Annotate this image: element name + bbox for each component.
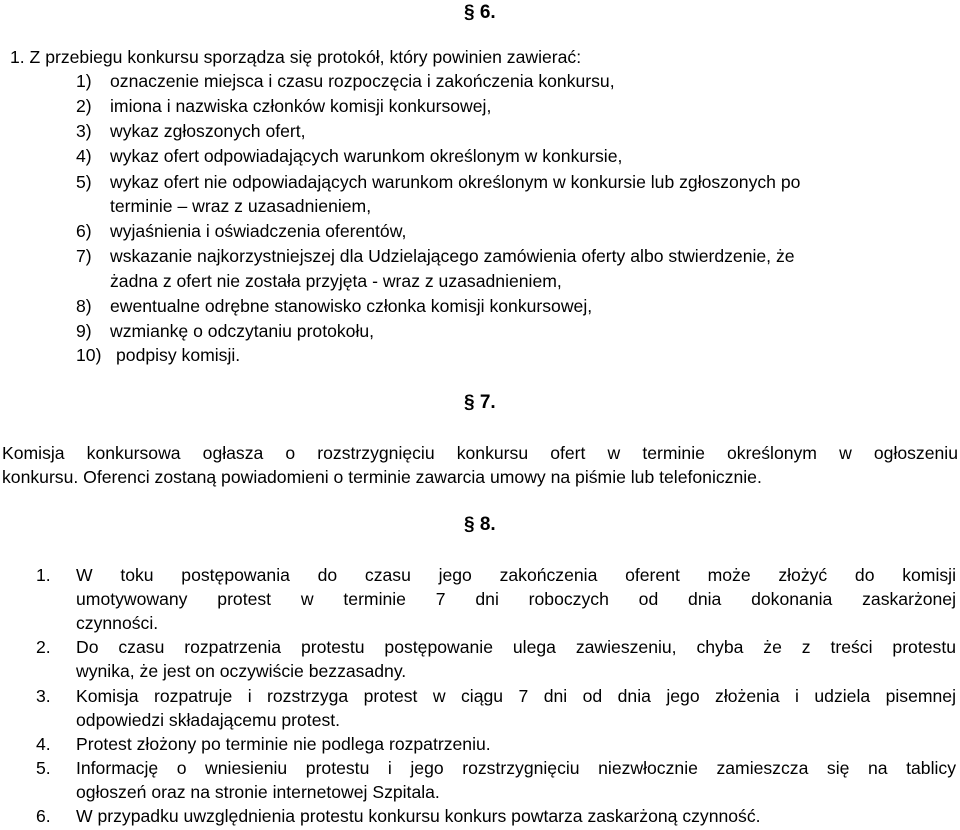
list-item-number: 7) xyxy=(76,246,92,266)
list-item-number: 5. xyxy=(36,758,51,778)
list-item-number: 10) xyxy=(76,345,102,365)
list-item-number: 2) xyxy=(76,96,92,116)
list-item-text: wykaz zgłoszonych ofert, xyxy=(110,121,306,141)
list-item-text: Informację o wniesieniu protestu i jego rozstrzygnięciu niezwłocznie zamieszcza się na tablicy xyxy=(76,758,956,778)
list-item-text: podpisy komisji. xyxy=(116,345,241,365)
list-item-number: 1) xyxy=(76,71,92,91)
list-item-number: 2. xyxy=(36,637,51,657)
list-item-text: W toku postępowania do czasu jego zakończenia oferent może złożyć do komisji xyxy=(76,565,956,585)
paragraph-line: Komisja konkursowa ogłasza o rozstrzygnięciu konkursu ofert w terminie określonym w ogłoszeniu xyxy=(2,443,958,463)
list-item-continuation: ogłoszeń oraz na stronie internetowej Szpitala. xyxy=(76,782,440,802)
list-item-text: Protest złożony po terminie nie podlega rozpatrzeniu. xyxy=(76,734,491,754)
list-item-text: ewentualne odrębne stanowisko członka komisji konkursowej, xyxy=(110,296,593,316)
list-item-text: Do czasu rozpatrzenia protestu postępowanie ulega zawieszeniu, chyba że z treści protestu xyxy=(76,637,956,657)
list-item-text: W przypadku uwzględnienia protestu konkursu konkurs powtarza zaskarżoną czynność. xyxy=(76,806,761,826)
list-item-number: 6. xyxy=(36,806,51,826)
list-item-text: imiona i nazwiska członków komisji konkursowej, xyxy=(110,96,492,116)
section-6-title: § 6. xyxy=(464,2,496,23)
section-7-title: § 7. xyxy=(464,392,496,413)
list-item-number: 3. xyxy=(36,686,51,706)
list-item-text: oznaczenie miejsca i czasu rozpoczęcia i zakończenia konkursu, xyxy=(110,71,615,91)
list-item-number: 6) xyxy=(76,221,92,241)
list-item-text: wykaz ofert odpowiadających warunkom określonym w konkursie, xyxy=(110,146,623,166)
section-6-intro: 1. Z przebiegu konkursu sporządza się protokół, który powinien zawierać: xyxy=(10,47,582,67)
section-8-title: § 8. xyxy=(464,514,496,535)
list-item-text: wzmiankę o odczytaniu protokołu, xyxy=(110,321,375,341)
list-item-text: Komisja rozpatruje i rozstrzyga protest w ciągu 7 dni od dnia jego złożenia i udziela pisemnej xyxy=(76,686,956,706)
list-item-text: wyjaśnienia i oświadczenia oferentów, xyxy=(110,221,407,241)
list-item-number: 4. xyxy=(36,734,51,754)
list-item-continuation: wynika, że jest on oczywiście bezzasadny. xyxy=(76,661,407,681)
list-item-continuation: czynności. xyxy=(76,613,159,633)
list-item-number: 5) xyxy=(76,172,92,192)
list-item-text: wskazanie najkorzystniejszej dla Udzielającego zamówienia oferty albo stwierdzenie, że xyxy=(110,246,795,266)
list-item-continuation: żadna z ofert nie została przyjęta - wraz z uzasadnieniem, xyxy=(110,271,562,291)
list-item-continuation: umotywowany protest w terminie 7 dni roboczych od dnia dokonania zaskarżonej xyxy=(76,589,956,609)
list-item-continuation: terminie – wraz z uzasadnieniem, xyxy=(110,196,372,216)
list-item-number: 8) xyxy=(76,296,92,316)
list-item-text: wykaz ofert nie odpowiadających warunkom określonym w konkursie lub zgłoszonych po xyxy=(110,172,801,192)
list-item-number: 4) xyxy=(76,146,92,166)
list-item-number: 1. xyxy=(36,565,51,585)
list-item-number: 3) xyxy=(76,121,92,141)
paragraph-line: konkursu. Oferenci zostaną powiadomieni o terminie zawarcia umowy na piśmie lub telefonicznie. xyxy=(2,467,762,487)
list-item-continuation: odpowiedzi składającemu protest. xyxy=(76,710,341,730)
list-item-number: 9) xyxy=(76,321,92,341)
